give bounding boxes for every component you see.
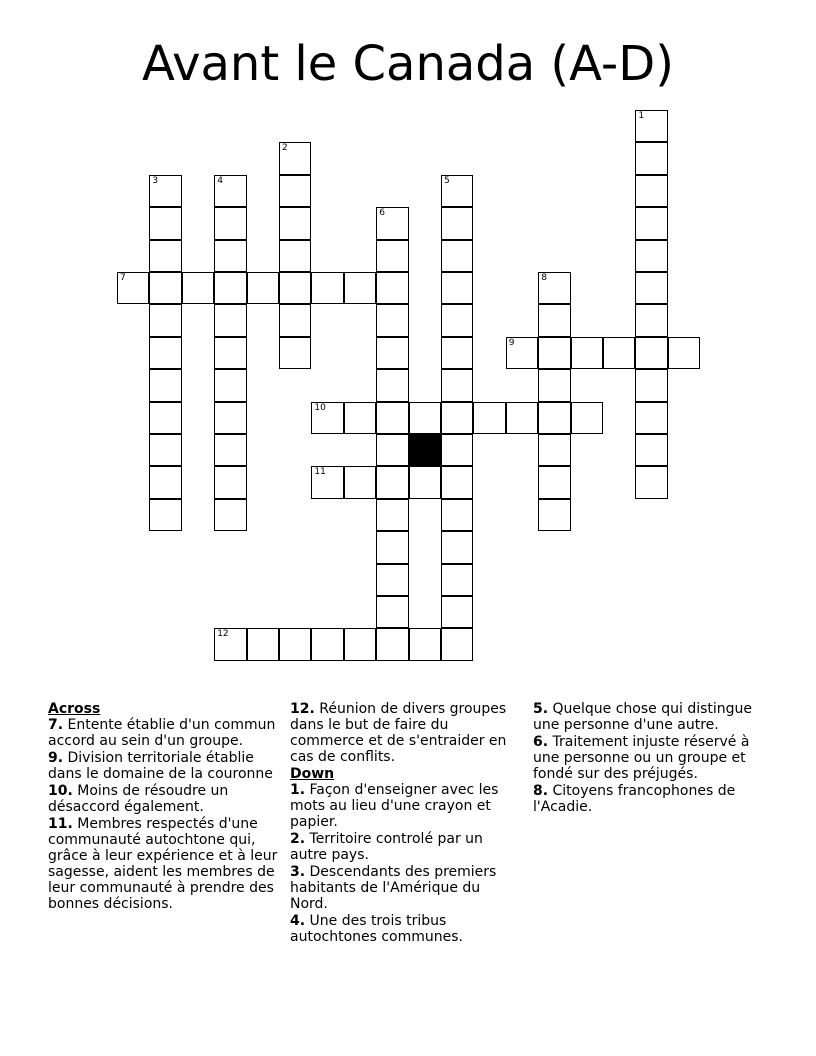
down-header: Down [290,766,335,782]
grid-cell[interactable] [279,207,311,239]
clue-number-label: 7 [120,273,126,283]
grid-cell[interactable] [409,402,441,434]
grid-cell[interactable] [376,628,408,660]
grid-cell[interactable] [635,175,667,207]
grid-cell[interactable] [214,337,246,369]
grid-cell[interactable] [214,272,246,304]
grid-cell[interactable] [441,369,473,401]
grid-cell[interactable] [214,175,246,207]
clue-text: Territoire controlé par un autre pays. [290,831,483,863]
clue-text: Citoyens francophones de l'Acadie. [533,783,736,815]
grid-cell[interactable] [149,337,181,369]
clue-number: 6. [533,734,549,750]
grid-cell[interactable] [311,402,343,434]
grid-cell[interactable] [376,466,408,498]
clue-number: 7. [48,717,64,733]
grid-cell[interactable] [376,499,408,531]
page-title: Avant le Canada (A-D) [142,36,674,92]
clue-text: Descendants des premiers habitants de l'Amérique du Nord. [290,864,497,912]
grid-cell[interactable] [441,499,473,531]
grid-cell[interactable] [376,272,408,304]
grid-cell[interactable] [441,466,473,498]
clue-across-12 [290,701,522,765]
grid-cell[interactable] [441,337,473,369]
grid-cell[interactable] [149,240,181,272]
clue-number-label: 10 [314,402,326,413]
grid-cell[interactable] [441,531,473,563]
grid-cell[interactable] [376,240,408,272]
grid-cell[interactable] [149,304,181,336]
grid-cell[interactable] [571,402,603,434]
grid-cell[interactable] [635,207,667,239]
grid-cell[interactable] [441,175,473,207]
grid-cell[interactable] [279,175,311,207]
grid-cell[interactable] [635,402,667,434]
clue-across-9 [48,750,280,782]
clue-text: Membres respectés d'une communauté autochtone qui, grâce à leur expérience et à leur sagesse, aident les membres de leur communauté à prendre des bonnes décisions. [48,816,278,912]
grid-cell[interactable] [117,272,149,304]
clue-down-1 [290,782,522,830]
grid-cell[interactable] [635,304,667,336]
grid-cell[interactable] [344,628,376,660]
grid-cell[interactable] [409,466,441,498]
grid-cell[interactable] [376,402,408,434]
clue-text: Réunion de divers groupes dans le but de faire du commerce et de s'entraider en cas de conflits. [290,701,507,765]
grid-cell[interactable] [149,466,181,498]
grid-cell[interactable] [538,466,570,498]
grid-cell[interactable] [538,434,570,466]
grid-cell[interactable] [247,272,279,304]
grid-cell[interactable] [149,175,181,207]
grid-cell[interactable] [214,369,246,401]
clue-text: Division territoriale établie dans le domaine de la couronne [48,750,273,782]
clue-down-2 [290,831,522,863]
clue-number: 10. [48,783,73,799]
grid-cell[interactable] [441,207,473,239]
grid-cell[interactable] [506,402,538,434]
grid-cell[interactable] [376,337,408,369]
grid-cell[interactable] [376,369,408,401]
grid-cell[interactable] [635,272,667,304]
clue-text: Entente établie d'un commun accord au sein d'un groupe. [48,717,276,749]
clue-number: 8. [533,783,549,799]
grid-cell[interactable] [409,628,441,660]
grid-cell[interactable] [247,628,279,660]
grid-cell[interactable] [376,207,408,239]
grid-cell[interactable] [635,434,667,466]
grid-cell[interactable] [344,272,376,304]
clue-number-label: 5 [444,175,450,186]
grid-cell[interactable] [279,240,311,272]
grid-cell[interactable] [441,272,473,304]
grid-cell[interactable] [635,110,667,142]
grid-cell[interactable] [603,337,635,369]
grid-cell[interactable] [635,466,667,498]
clue-column-3 [533,701,765,816]
grid-cell[interactable] [376,304,408,336]
clue-number: 3. [290,864,306,880]
grid-cell[interactable] [473,402,505,434]
grid-cell[interactable] [538,304,570,336]
grid-cell[interactable] [571,337,603,369]
grid-cell[interactable] [441,402,473,434]
grid-cell[interactable] [635,337,667,369]
clue-number-label: 11 [314,467,326,478]
grid-cell[interactable] [149,499,181,531]
grid-cell[interactable] [149,369,181,401]
clue-number-label: 4 [217,175,223,186]
clue-number-label: 6 [379,208,385,219]
grid-cell[interactable] [214,434,246,466]
grid-cell[interactable] [538,272,570,304]
grid-cell[interactable] [376,564,408,596]
clue-across-11 [48,816,280,912]
grid-cell[interactable] [506,337,538,369]
grid-cell[interactable] [279,272,311,304]
clue-text: Une des trois tribus autochtones communes. [290,913,464,945]
grid-cell[interactable] [441,628,473,660]
grid-cell[interactable] [214,628,246,660]
grid-cell[interactable] [311,272,343,304]
clue-number-label: 8 [541,273,547,283]
clue-number-label: 1 [638,111,645,121]
grid-cell[interactable] [149,434,181,466]
grid-cell[interactable] [279,337,311,369]
grid-cell[interactable] [441,596,473,628]
clue-number: 2. [290,831,306,847]
clue-number: 12. [290,701,315,717]
grid-cell[interactable] [538,337,570,369]
grid-cell[interactable] [344,466,376,498]
clue-down-3 [290,864,522,912]
grid-cell[interactable] [214,207,246,239]
grid-cell[interactable] [214,402,246,434]
grid-cell[interactable] [149,272,181,304]
grid-cell[interactable] [441,564,473,596]
clue-across-7 [48,717,280,749]
grid-cell[interactable] [214,466,246,498]
grid-cell[interactable] [214,304,246,336]
across-header: Across [48,701,101,717]
grid-cell[interactable] [635,240,667,272]
grid-cell[interactable] [441,434,473,466]
grid-cell[interactable] [538,402,570,434]
clue-text: Traitement injuste réservé à une personne ou un groupe et fondé sur des préjugés. [533,734,750,782]
clue-number-label: 3 [152,175,159,186]
grid-cell[interactable] [441,240,473,272]
black-cell [409,434,441,466]
grid-cell[interactable] [538,499,570,531]
grid-cell[interactable] [376,434,408,466]
grid-cell[interactable] [149,402,181,434]
grid-cell[interactable] [149,207,181,239]
clue-down-4 [290,913,522,945]
clue-across-10 [48,783,280,815]
grid-cell[interactable] [182,272,214,304]
clue-number: 1. [290,782,306,798]
clue-column-2 [290,701,522,946]
grid-cell[interactable] [214,499,246,531]
grid-cell[interactable] [344,402,376,434]
grid-cell[interactable] [311,628,343,660]
grid-cell[interactable] [311,466,343,498]
clue-number: 9. [48,750,64,766]
clue-number-label: 12 [217,629,229,640]
clue-number: 11. [48,816,73,832]
grid-cell[interactable] [214,240,246,272]
clue-column-1 [48,701,280,913]
clue-number: 4. [290,913,306,929]
clue-number: 5. [533,701,549,717]
clue-text: Quelque chose qui distingue une personne d'une autre. [533,701,753,733]
grid-cell[interactable] [376,596,408,628]
grid-cell[interactable] [279,304,311,336]
grid-cell[interactable] [441,304,473,336]
grid-cell[interactable] [635,369,667,401]
grid-cell[interactable] [635,142,667,174]
clue-down-6 [533,734,765,782]
grid-cell[interactable] [279,628,311,660]
grid-cell[interactable] [668,337,700,369]
clue-text: Moins de résoudre un désaccord également. [48,783,229,815]
grid-cell[interactable] [376,531,408,563]
clue-number-label: 2 [282,143,288,154]
clue-number-label: 9 [508,337,515,348]
clue-text: Façon d'enseigner avec les mots au lieu d'une crayon et papier. [290,782,499,830]
clue-down-8 [533,783,765,815]
clue-down-5 [533,701,765,733]
grid-cell[interactable] [538,369,570,401]
grid-cell[interactable] [279,142,311,174]
